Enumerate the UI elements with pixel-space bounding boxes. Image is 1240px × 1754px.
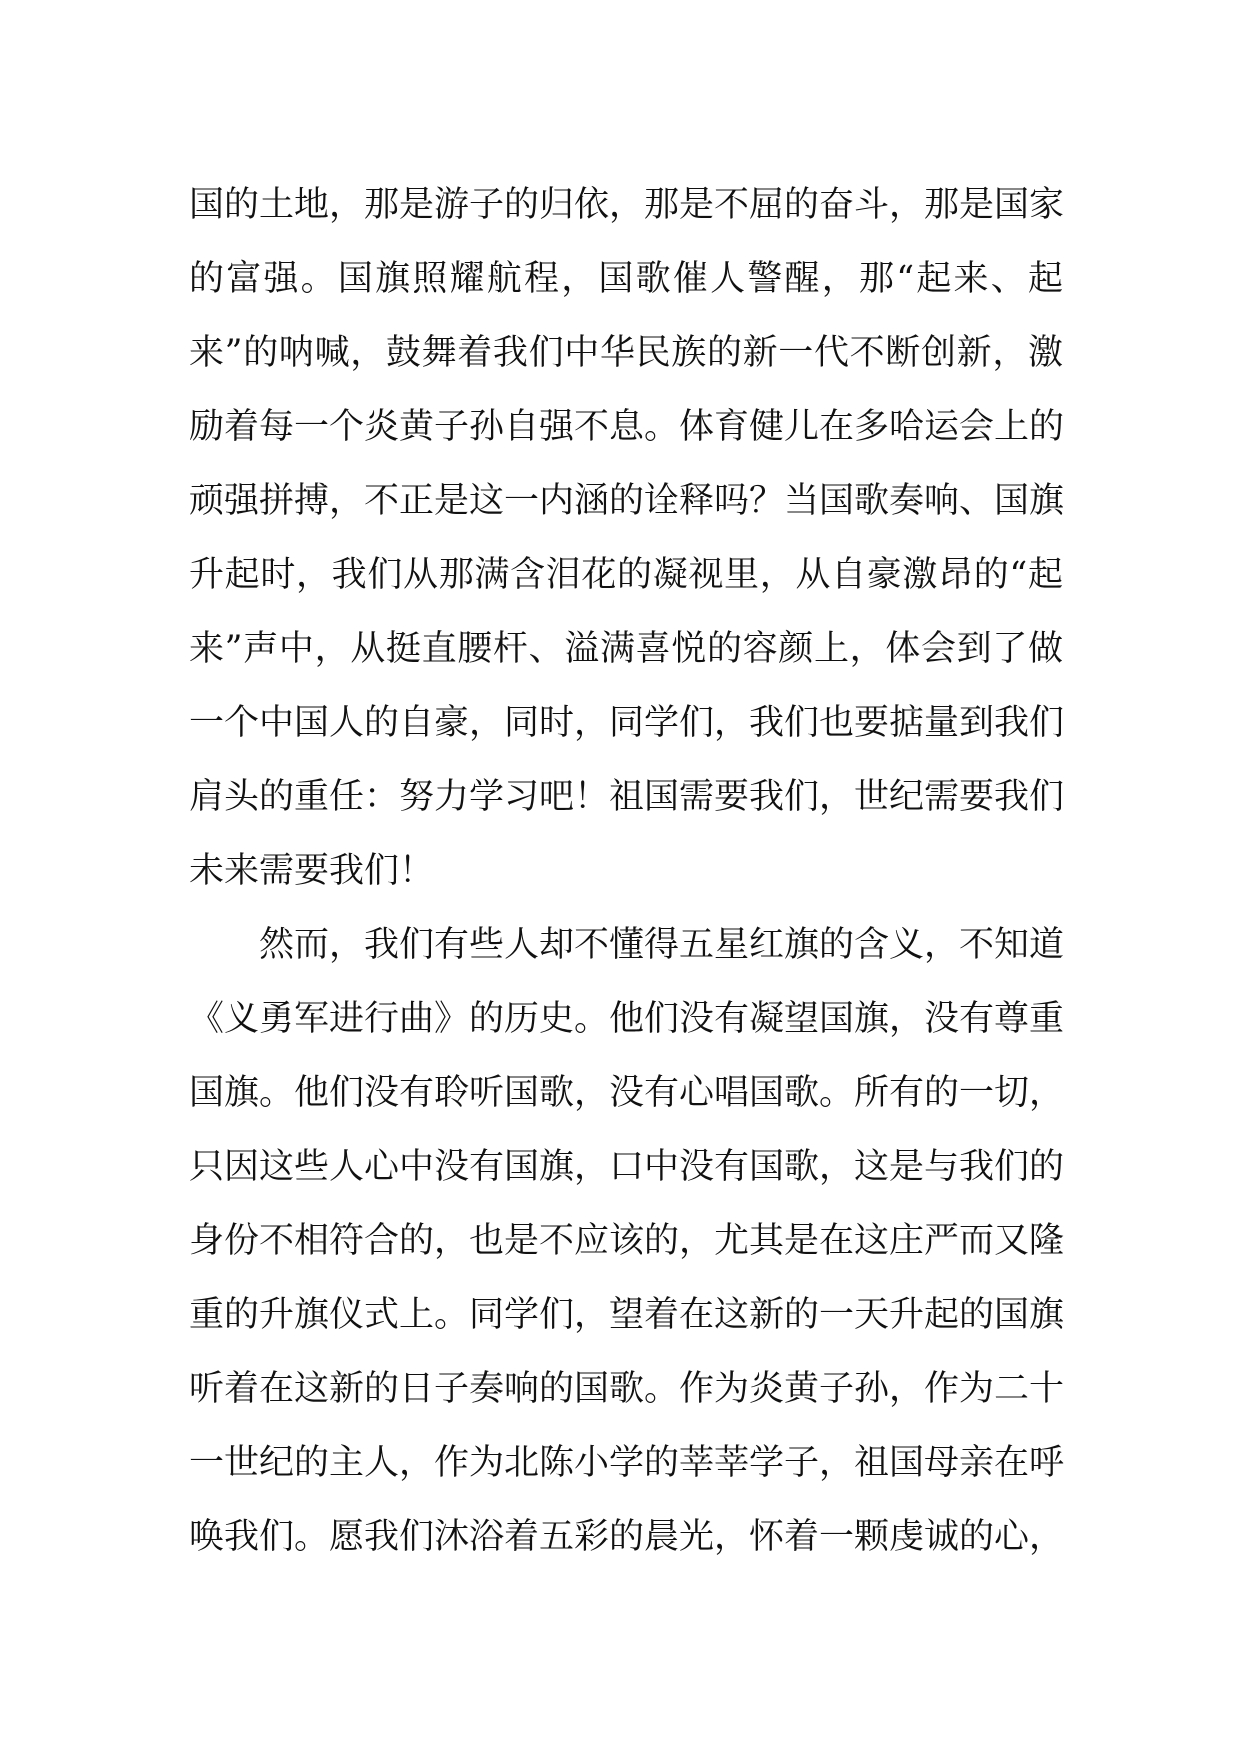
- paragraph-line: 听着在这新的日子奏响的国歌。作为炎黄子孙，作为二十: [189, 1369, 1065, 1409]
- paragraph-line: 唤我们。愿我们沐浴着五彩的晨光，怀着一颗虔诚的心，: [189, 1517, 1065, 1557]
- paragraph-line: 一个中国人的自豪，同时，同学们，我们也要掂量到我们: [189, 703, 1065, 743]
- paragraph-line: 然而，我们有些人却不懂得五星红旗的含义，不知道: [259, 925, 1065, 965]
- paragraph-line: 只因这些人心中没有国旗，口中没有国歌，这是与我们的: [189, 1147, 1065, 1187]
- paragraph-line: 国的土地，那是游子的归依，那是不屈的奋斗，那是国家: [189, 185, 1065, 225]
- paragraph-line: 重的升旗仪式上。同学们，望着在这新的一天升起的国旗: [189, 1295, 1065, 1335]
- paragraph-1: [189, 168, 1063, 908]
- paragraph-2: [189, 908, 1063, 1574]
- paragraph-line: 一世纪的主人，作为北陈小学的莘莘学子，祖国母亲在呼: [189, 1443, 1065, 1483]
- paragraph-line: 升起时，我们从那满含泪花的凝视里，从自豪激昂的“起: [189, 555, 1063, 595]
- paragraph-line: 顽强拼搏，不正是这一内涵的诠释吗？当国歌奏响、国旗: [189, 481, 1065, 521]
- paragraph-line: 国旗。他们没有聆听国歌，没有心唱国歌。所有的一切，: [189, 1073, 1065, 1113]
- paragraph-line: 来”的呐喊，鼓舞着我们中华民族的新一代不断创新，激: [189, 333, 1063, 373]
- paragraph-line: 未来需要我们！: [189, 851, 435, 891]
- paragraph-line: 身份不相符合的，也是不应该的，尤其是在这庄严而又隆: [189, 1221, 1065, 1261]
- document-body: [189, 168, 1063, 1574]
- paragraph-line: 肩头的重任：努力学习吧！祖国需要我们，世纪需要我们: [189, 777, 1065, 817]
- paragraph-line: 来”声中，从挺直腰杆、溢满喜悦的容颜上，体会到了做: [189, 629, 1063, 669]
- paragraph-line: 《义勇军进行曲》的历史。他们没有凝望国旗，没有尊重: [189, 999, 1065, 1039]
- paragraph-line: 的富强。国旗照耀航程，国歌催人警醒，那“起来、起: [189, 259, 1063, 299]
- paragraph-line: 励着每一个炎黄子孙自强不息。体育健儿在多哈运会上的: [189, 407, 1065, 447]
